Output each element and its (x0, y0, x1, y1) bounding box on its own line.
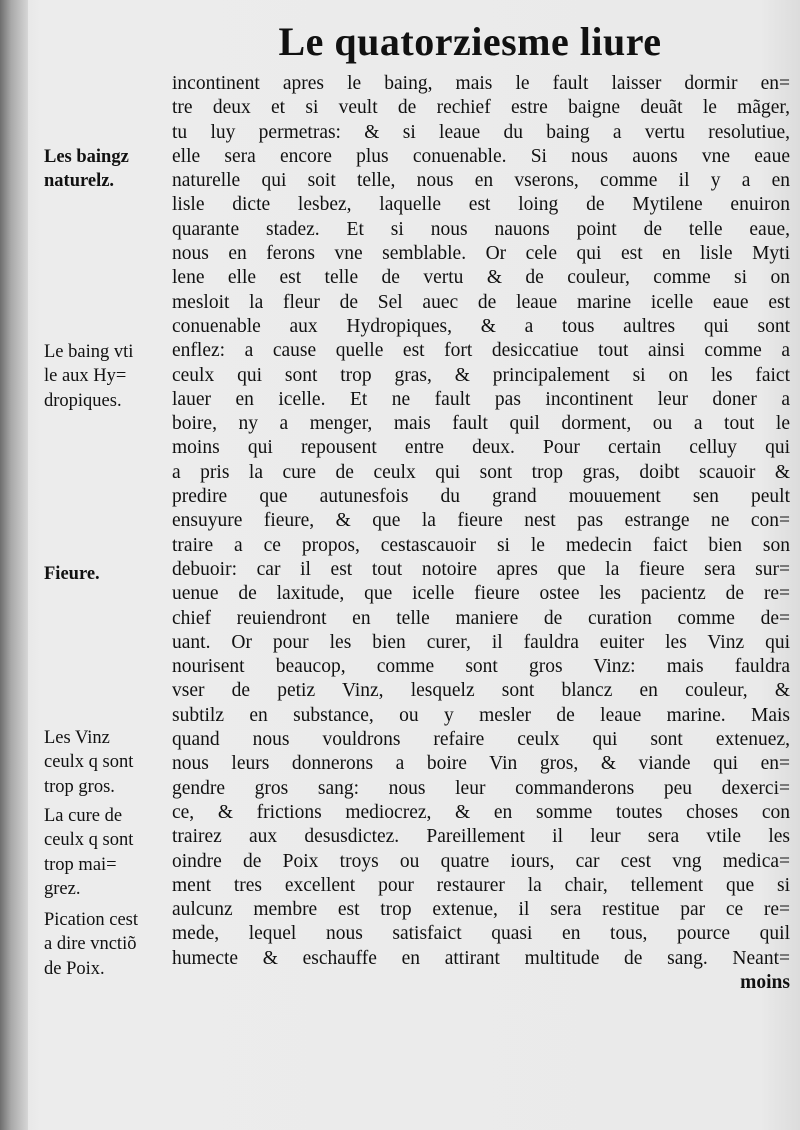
catchword: moins (740, 971, 790, 993)
body-line: subtilz en substance, ou y mesler de leaue marine. Mais (172, 704, 790, 726)
body-line: mesloit la fleur de Sel auec de leaue marine icelle eaue est (172, 291, 790, 313)
body-line: vser de petiz Vinz, lesquelz sont blancz en couleur, & (172, 680, 790, 702)
body-line: quarante stadez. Et si nous nauons point de telle eaue, (172, 218, 790, 240)
margin-note-line: a dire vnctiõ (44, 934, 137, 955)
body-line: uenue de laxitude, que icelle fieure ostee les pacientz de re= (172, 583, 790, 605)
margin-note-line: Le baing vti (44, 342, 134, 362)
body-line: ensuyure fieure, & que la fieure nest pas estrange ne con= (172, 510, 790, 532)
body-line: ce, & frictions mediocrez, & en somme toutes choses con (172, 801, 790, 823)
margin-note-line: de Poix. (44, 958, 105, 979)
margin-note-baingz-naturelz (44, 145, 180, 194)
body-line: chief reuiendront en telle maniere de curation comme de= (172, 607, 790, 629)
margin-note-line: ceulx q sont (44, 830, 134, 851)
body-line: nous en ferons vne semblable. Or cele qui est en lisle Myti (172, 243, 790, 265)
body-line: aulcunz membre est trop extenue, il sera restitue par ce re= (172, 899, 790, 921)
body-line: elle sera encore plus conuenable. Si nous auons vne eaue (172, 145, 790, 167)
margin-note-cure-maigrez (44, 804, 180, 901)
body-line: moins qui repousent entre deux. Pour certain celluy qui (172, 437, 790, 459)
margin-note-line: Pication cest (44, 910, 139, 930)
margin-note-line: le aux Hy= (44, 366, 127, 387)
body-line: trairez aux desusdictez. Pareillement il leur sera vtile les (172, 826, 790, 848)
body-line: oindre de Poix troys ou quatre iours, car cest vng medica= (172, 850, 790, 872)
body-line: nous leurs donnerons a boire Vin gros, & viande qui en= (172, 753, 790, 775)
body-line: lene elle est telle de vertu & de couleur, comme si on (172, 267, 790, 289)
book-binding-edge (0, 0, 28, 1130)
page-title: Le quatorziesme liure (278, 19, 662, 64)
body-line: lauer en icelle. Et ne fault pas incontinent leur doner a (172, 388, 790, 410)
margin-note-line: Les baingz (44, 147, 129, 167)
margin-note-line: Fieure. (44, 564, 100, 584)
margin-note-line: trop mai= (44, 854, 117, 875)
margin-note-line: trop gros. (44, 776, 115, 797)
body-line: naturelle qui soit telle, nous en vserons, comme il y a en (172, 170, 790, 192)
body-line: incontinent apres le baing, mais le fault laisser dormir en= (172, 73, 790, 94)
margin-note-line: grez. (44, 878, 81, 899)
body-line: gendre gros sang: nous leur commanderons peu dexerci= (172, 777, 790, 799)
margin-note-pication (44, 908, 180, 981)
body-line: boire, ny a menger, mais fault quil dorment, ou a tout le (172, 413, 790, 435)
body-text (172, 72, 790, 995)
body-line: enflez: a cause quelle est fort desiccatiue tout ainsi comme a (172, 340, 790, 362)
margin-note-line: ceulx q sont (44, 752, 134, 773)
body-line: debuoir: car il est tout notoire apres que la fieure sera sur= (172, 558, 790, 580)
body-line: quand nous vouldrons refaire ceulx qui sont extenuez, (172, 729, 790, 751)
body-line: traire a ce propos, cestascauoir si le medecin faict bien son (172, 534, 790, 556)
body-line: ceulx qui sont trop gras, & principalement si on les faict (172, 364, 790, 386)
margin-note-line: naturelz. (44, 171, 115, 192)
margin-note-baing-hydropiques (44, 340, 180, 413)
body-line: a pris la cure de ceulx qui sont trop gras, doibt scauoir & (172, 461, 790, 483)
margin-note-line: dropiques. (44, 390, 122, 411)
body-line: tre deux et si veult de rechief estre baigne deuãt le mãger, (172, 97, 790, 119)
body-line: uant. Or pour les bien curer, il fauldra euiter les Vinz qui (172, 631, 790, 653)
body-line: predire que autunesfois du grand mouuement sen peult (172, 486, 790, 508)
margin-note-line: Les Vinz (44, 728, 110, 748)
body-line: humecte & eschauffe en attirant multitude de sang. Neant= (172, 947, 790, 969)
margin-note-fieure (44, 562, 180, 586)
body-line: tu luy permetras: & si leaue du baing a vertu resolutiue, (172, 121, 790, 143)
body-line: lisle dicte lesbez, laquelle est loing de Mytilene enuiron (172, 194, 790, 216)
body-line: nourisent beaucop, comme sont gros Vinz: mais fauldra (172, 656, 790, 678)
margin-note-line: La cure de (44, 806, 123, 826)
body-line: ment tres excellent pour restaurer la chair, tellement que si (172, 874, 790, 896)
body-line: mede, lequel nous satisfaict quasi en tous, pource quil (172, 923, 790, 945)
body-line: conuenable aux Hydropiques, & a tous aultres qui sont (172, 315, 790, 337)
margin-note-vinz-gros (44, 726, 180, 799)
